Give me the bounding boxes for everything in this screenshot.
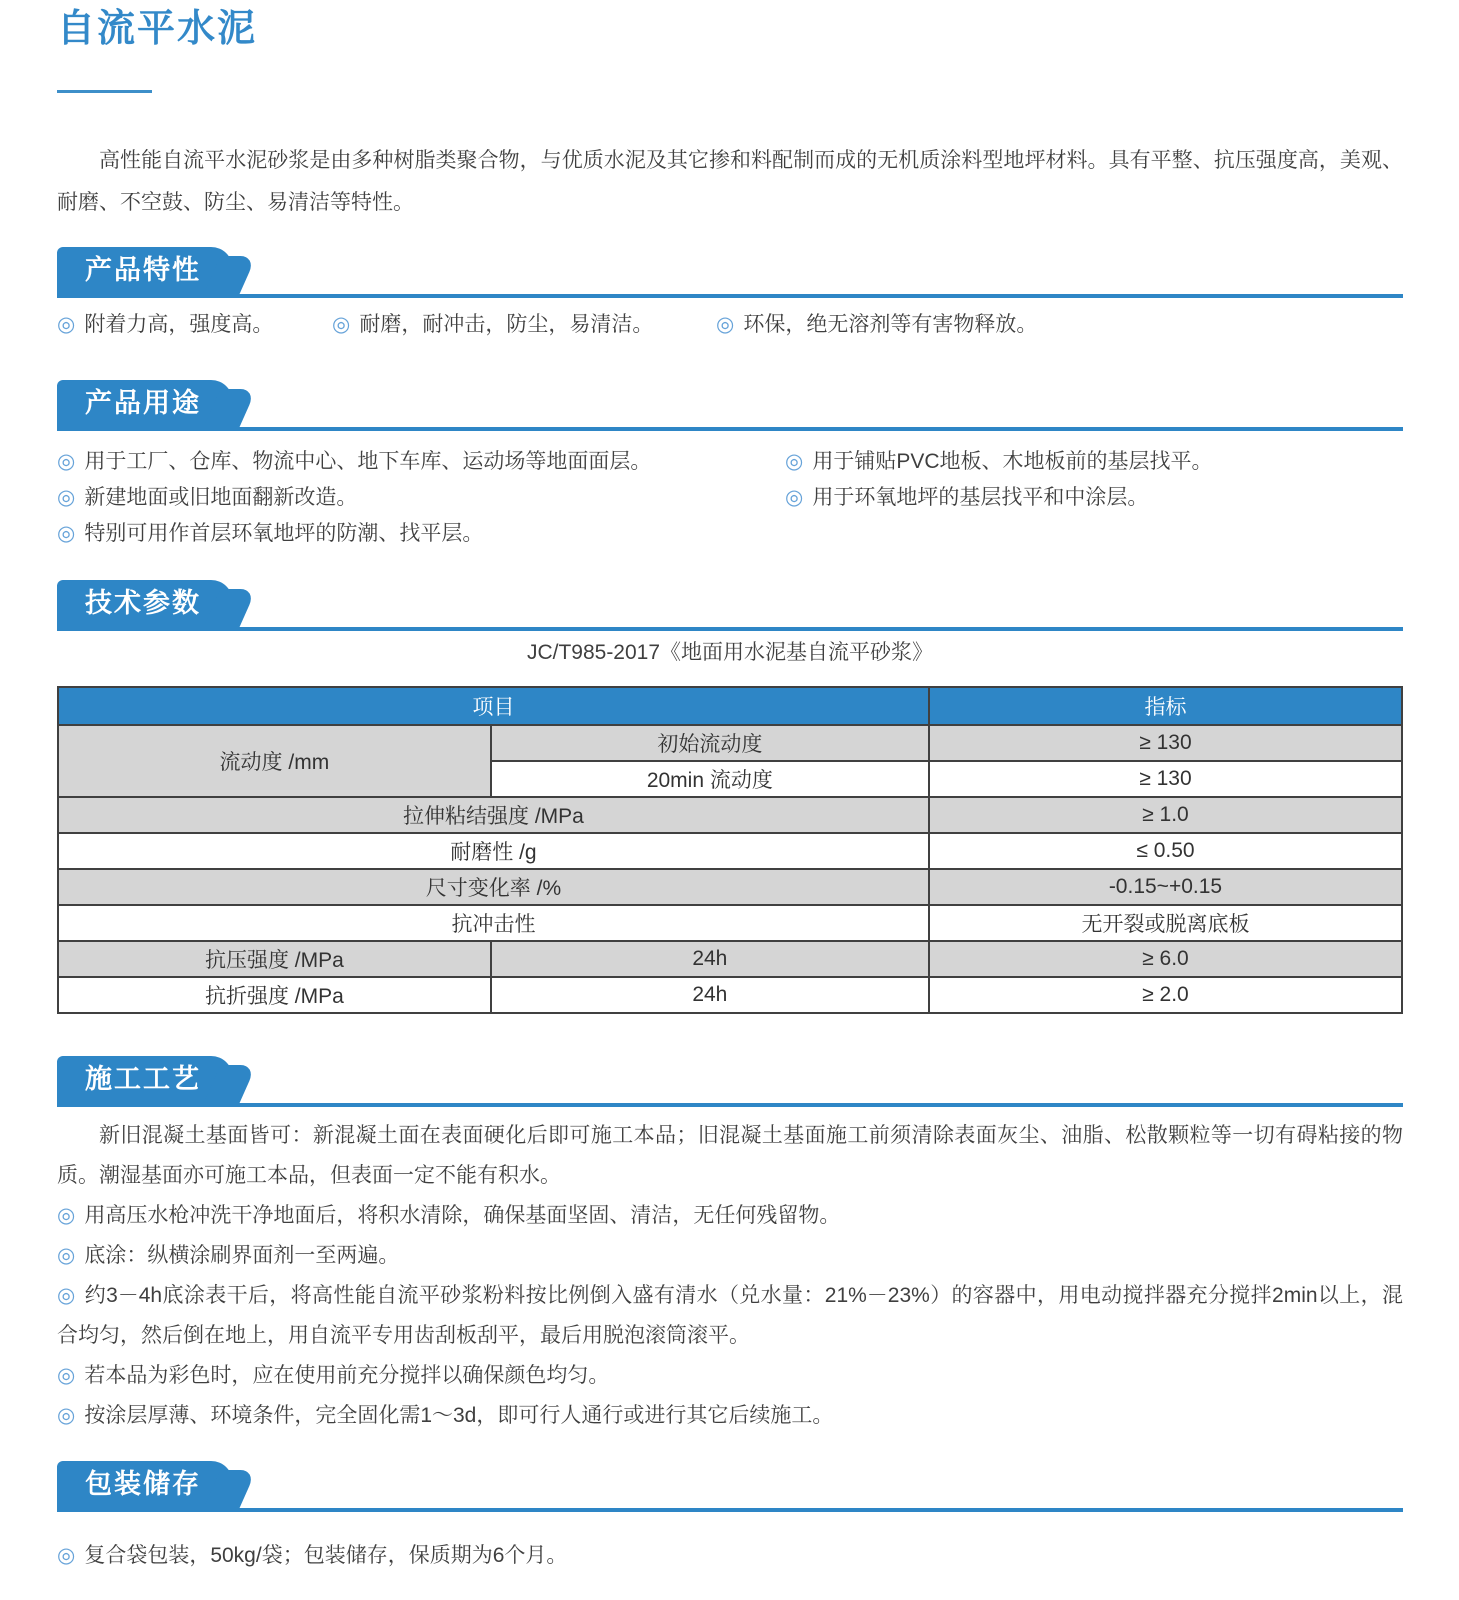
uses-column-left (57, 444, 785, 552)
ring-bullet-icon: ◎ (332, 313, 351, 336)
ring-bullet-icon: ◎ (57, 450, 76, 473)
cell-age: 24h (491, 941, 929, 977)
cell-flow-label: 流动度 /mm (58, 725, 491, 797)
section-title-features: 产品特性 (85, 255, 201, 285)
ring-bullet-icon: ◎ (57, 1544, 76, 1567)
table-row (58, 941, 1402, 977)
intro-paragraph: 高性能自流平水泥砂浆是由多种树脂类聚合物，与优质水泥及其它掺和料配制而成的无机质涂料型地坪材料。具有平整、抗压强度高，美观、耐磨、不空鼓、防尘、易清洁等特性。 (57, 149, 1403, 214)
ring-bullet-icon: ◎ (57, 313, 76, 336)
ring-bullet-icon: ◎ (716, 313, 735, 336)
column-header-index: 指标 (929, 687, 1402, 725)
table-row (58, 905, 1402, 941)
process-step-text: 若本品为彩色时，应在使用前充分搅拌以确保颜色均匀。 (84, 1364, 610, 1387)
process-step (57, 1356, 1403, 1396)
use-item-text: 用于工厂、仓库、物流中心、地下车库、运动场等地面面层。 (84, 450, 652, 473)
section-specs (57, 580, 1403, 1014)
section-header-packaging (57, 1461, 1403, 1512)
use-item (785, 444, 1403, 480)
column-header-item: 项目 (58, 687, 929, 725)
feature-item (716, 307, 1403, 343)
table-row (58, 797, 1402, 833)
cell-value: 无开裂或脱离底板 (929, 905, 1402, 941)
section-title-specs: 技术参数 (85, 588, 201, 618)
packaging-item-text: 复合袋包装，50kg/袋；包装储存，保质期为6个月。 (84, 1544, 568, 1567)
uses-list (57, 444, 1403, 552)
use-item-text: 特别可用作首层环氧地坪的防潮、找平层。 (84, 522, 484, 545)
section-underline-features (57, 294, 1403, 298)
section-underline-uses (57, 427, 1403, 431)
standard-reference: JC/T985-2017《地面用水泥基自流平砂浆》 (526, 641, 934, 664)
process-step (57, 1396, 1403, 1436)
section-uses (57, 380, 1403, 552)
table-row (58, 725, 1402, 761)
section-tab-packaging (57, 1461, 233, 1508)
process-step-text: 底涂：纵横涂刷界面剂一至两遍。 (84, 1244, 400, 1267)
feature-item-text: 环保，绝无溶剂等有害物释放。 (743, 313, 1038, 336)
section-tab-features (57, 247, 233, 294)
process-step (57, 1196, 1403, 1236)
section-tab-specs (57, 580, 233, 627)
process-step-text: 约3－4h底涂表干后，将高性能自流平砂浆粉料按比例倒入盛有清水（兑水量：21%－23%）的容器中，用电动搅拌器充分搅拌2min以上，混合均匀，然后倒在地上，用自流平专用齿刮板刮平，最后用脱泡滚筒滚平。 (57, 1284, 1403, 1347)
table-header-row (58, 687, 1402, 725)
features-list (57, 307, 1403, 343)
table-row (58, 833, 1402, 869)
cell-value: ≥ 6.0 (929, 941, 1402, 977)
title-underline (57, 90, 152, 93)
process-intro-paragraph: 新旧混凝土基面皆可：新混凝土面在表面硬化后即可施工本品；旧混凝土基面施工前须清除表面灰尘、油脂、松散颗粒等一切有碍粘接的物质。潮湿基面亦可施工本品，但表面一定不能有积水。 (57, 1124, 1403, 1187)
cell-flow-sub1: 初始流动度 (491, 725, 929, 761)
cell-label: 抗冲击性 (58, 905, 929, 941)
ring-bullet-icon: ◎ (57, 1204, 76, 1227)
ring-bullet-icon: ◎ (57, 1364, 76, 1387)
packaging-item (57, 1538, 1403, 1574)
cell-flow-sub2: 20min 流动度 (491, 761, 929, 797)
section-title-uses: 产品用途 (85, 388, 201, 418)
cell-value: -0.15~+0.15 (929, 869, 1402, 905)
feature-item (57, 307, 332, 343)
process-step (57, 1236, 1403, 1276)
section-title-process: 施工工艺 (85, 1064, 201, 1094)
ring-bullet-icon: ◎ (785, 486, 804, 509)
ring-bullet-icon: ◎ (57, 522, 76, 545)
cell-value: ≥ 2.0 (929, 977, 1402, 1013)
use-item-text: 新建地面或旧地面翻新改造。 (84, 486, 358, 509)
feature-item-text: 耐磨，耐冲击，防尘，易清洁。 (359, 313, 654, 336)
section-packaging (57, 1461, 1403, 1574)
section-header-features (57, 247, 1403, 298)
cell-value: ≥ 1.0 (929, 797, 1402, 833)
section-underline-specs (57, 627, 1403, 631)
cell-label: 抗压强度 /MPa (58, 941, 491, 977)
cell-flow-val1: ≥ 130 (929, 725, 1402, 761)
cell-age: 24h (491, 977, 929, 1013)
cell-flow-val2: ≥ 130 (929, 761, 1402, 797)
ring-bullet-icon: ◎ (57, 1244, 76, 1267)
cell-label: 抗折强度 /MPa (58, 977, 491, 1013)
use-item-text: 用于环氧地坪的基层找平和中涂层。 (812, 486, 1149, 509)
table-row (58, 869, 1402, 905)
feature-item-text: 附着力高，强度高。 (84, 313, 274, 336)
use-item (57, 516, 785, 552)
uses-column-right (785, 444, 1403, 552)
table-row (58, 977, 1402, 1013)
process-step-text: 按涂层厚薄、环境条件，完全固化需1～3d，即可行人通行或进行其它后续施工。 (84, 1404, 834, 1427)
section-features (57, 247, 1403, 343)
ring-bullet-icon: ◎ (57, 1284, 76, 1307)
section-header-process (57, 1056, 1403, 1107)
section-header-uses (57, 380, 1403, 431)
section-underline-packaging (57, 1508, 1403, 1512)
section-underline-process (57, 1103, 1403, 1107)
feature-item (332, 307, 716, 343)
cell-value: ≤ 0.50 (929, 833, 1402, 869)
page-title: 自流平水泥 (57, 8, 258, 50)
use-item (785, 480, 1403, 516)
use-item (57, 444, 785, 480)
section-title-packaging: 包装储存 (85, 1469, 201, 1499)
specs-table (57, 686, 1403, 1014)
use-item-text: 用于铺贴PVC地板、木地板前的基层找平。 (812, 450, 1213, 473)
section-tab-uses (57, 380, 233, 427)
use-item (57, 480, 785, 516)
section-tab-process (57, 1056, 233, 1103)
ring-bullet-icon: ◎ (57, 486, 76, 509)
section-header-specs (57, 580, 1403, 631)
cell-label: 耐磨性 /g (58, 833, 929, 869)
process-step (57, 1276, 1403, 1356)
ring-bullet-icon: ◎ (785, 450, 804, 473)
process-step-text: 用高压水枪冲洗干净地面后，将积水清除，确保基面坚固、清洁，无任何残留物。 (84, 1204, 841, 1227)
packaging-body (57, 1538, 1403, 1574)
ring-bullet-icon: ◎ (57, 1404, 76, 1427)
cell-label: 拉伸粘结强度 /MPa (58, 797, 929, 833)
section-process (57, 1056, 1403, 1436)
cell-label: 尺寸变化率 /% (58, 869, 929, 905)
process-body (57, 1116, 1403, 1436)
